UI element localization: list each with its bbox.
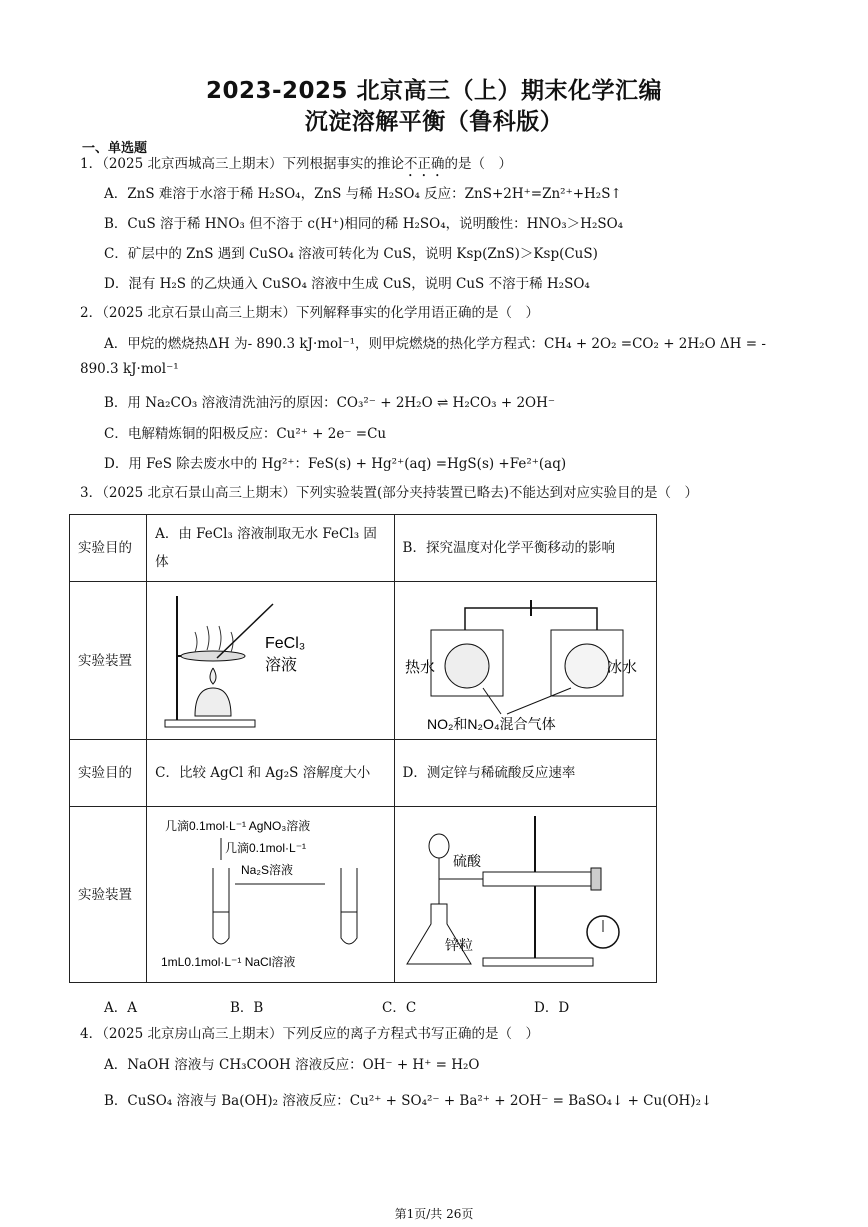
q3-choice-b: B．B	[230, 1000, 264, 1016]
figure-a-evaporation	[155, 586, 369, 736]
figure-c-precipitation	[155, 812, 369, 978]
fig-b-label-hot: 热水	[404, 658, 435, 676]
row-label-device: 实验装置	[70, 582, 147, 740]
page-footer: 第1页/共 26页	[394, 1207, 474, 1221]
q3-choice-c: C．C	[382, 1000, 417, 1016]
q2-stem: 2．（2025 北京石景山高三上期末）下列解释事实的化学用语正确的是（ ）	[80, 305, 539, 321]
q1-option-b: B．CuS 溶于稀 HNO₃ 但不溶于 c(H⁺)相同的稀 H₂SO₄，说明酸性：HNO₃＞H₂SO₄	[104, 216, 624, 232]
cell-d-purpose: D．测定锌与稀硫酸反应速率	[394, 740, 656, 807]
fig-c-label-nacl: 1mL0.1mol·L⁻¹ NaCl溶液	[161, 954, 296, 969]
fig-a-label-solution: 溶液	[265, 656, 298, 674]
row-label-purpose-2: 实验目的	[70, 740, 147, 807]
q3-choice-d: D．D	[534, 1000, 570, 1016]
fig-a-label-fecl3: FeCl₃	[265, 634, 306, 652]
fig-c-label-drops: 几滴0.1mol·L⁻¹	[225, 840, 307, 855]
row-label-device-2: 实验装置	[70, 807, 147, 983]
q3-choice-a: A．A	[104, 1000, 137, 1016]
doc-title-line2: 沉淀溶解平衡（鲁科版）	[304, 109, 564, 135]
figure-a-cell	[147, 582, 394, 740]
q2-option-b: B．用 Na₂CO₃ 溶液清洗油污的原因：CO₃²⁻ + 2H₂O ⇌ H₂CO₃ + 2OH⁻	[104, 395, 556, 411]
cell-a-purpose: A．由 FeCl₃ 溶液制取无水 FeCl₃ 固体	[147, 515, 394, 582]
fig-b-label-gas: NO₂和N₂O₄混合气体	[426, 715, 556, 732]
doc-title-line1: 2023-2025 北京高三（上）期末化学汇编	[205, 78, 663, 104]
cell-c-purpose: C．比较 AgCl 和 Ag₂S 溶解度大小	[147, 740, 394, 807]
q2-option-c: C．电解精炼铜的阳极反应：Cu²⁺ + 2e⁻ =Cu	[104, 426, 387, 442]
q3-experiment-table	[69, 514, 657, 983]
figure-b-cell	[394, 582, 656, 740]
figure-b-equilibrium	[403, 586, 643, 736]
q1-stem: 1．（2025 北京西城高三上期末）下列根据事实的推论不正确的是（ ）	[80, 156, 512, 172]
figure-d-rate	[403, 812, 643, 978]
q2-option-a-cont: 890.3 kJ·mol⁻¹	[80, 361, 179, 377]
figure-c-cell	[147, 807, 394, 983]
section-label: 一、单选题	[82, 141, 148, 156]
row-label-purpose: 实验目的	[70, 515, 147, 582]
fig-d-label-zinc: 锌粒	[444, 936, 473, 953]
q3-stem: 3．（2025 北京石景山高三上期末）下列实验装置(部分夹持装置已略去)不能达到对应实验目的是（ ）	[80, 485, 699, 501]
q1-option-a: A．ZnS 难溶于水溶于稀 H₂SO₄，ZnS 与稀 H₂SO₄ 反应：ZnS+2H⁺=Zn²⁺+H₂S↑	[104, 186, 622, 202]
q4-option-b: B．CuSO₄ 溶液与 Ba(OH)₂ 溶液反应：Cu²⁺ + SO₄²⁻ + Ba²⁺ + 2OH⁻ = BaSO₄↓ + Cu(OH)₂↓	[104, 1093, 713, 1109]
fig-b-label-cold: 冰水	[606, 658, 637, 676]
cell-b-purpose: B．探究温度对化学平衡移动的影响	[394, 515, 656, 582]
q2-option-a: A．甲烷的燃烧热ΔH 为- 890.3 kJ·mol⁻¹，则甲烷燃烧的热化学方程式：CH₄ + 2O₂ =CO₂ + 2H₂O ΔH = -	[104, 336, 766, 352]
fig-c-label-na2s: Na₂S溶液	[241, 862, 294, 877]
q1-option-c: C．矿层中的 ZnS 遇到 CuSO₄ 溶液可转化为 CuS，说明 Ksp(ZnS)＞Ksp(CuS)	[104, 246, 598, 262]
q2-option-d: D．用 FeS 除去废水中的 Hg²⁺：FeS(s) + Hg²⁺(aq) =HgS(s) +Fe²⁺(aq)	[104, 456, 567, 472]
figure-d-cell	[394, 807, 656, 983]
fig-c-label-agno3: 几滴0.1mol·L⁻¹ AgNO₃溶液	[165, 818, 311, 833]
fig-d-label-acid: 硫酸	[452, 852, 481, 869]
q4-option-a: A．NaOH 溶液与 CH₃COOH 溶液反应：OH⁻ + H⁺ = H₂O	[104, 1057, 480, 1073]
q4-stem: 4．（2025 北京房山高三上期末）下列反应的离子方程式书写正确的是（ ）	[80, 1026, 539, 1042]
q1-option-d: D．混有 H₂S 的乙炔通入 CuSO₄ 溶液中生成 CuS，说明 CuS 不溶于稀 H₂SO₄	[104, 276, 590, 292]
